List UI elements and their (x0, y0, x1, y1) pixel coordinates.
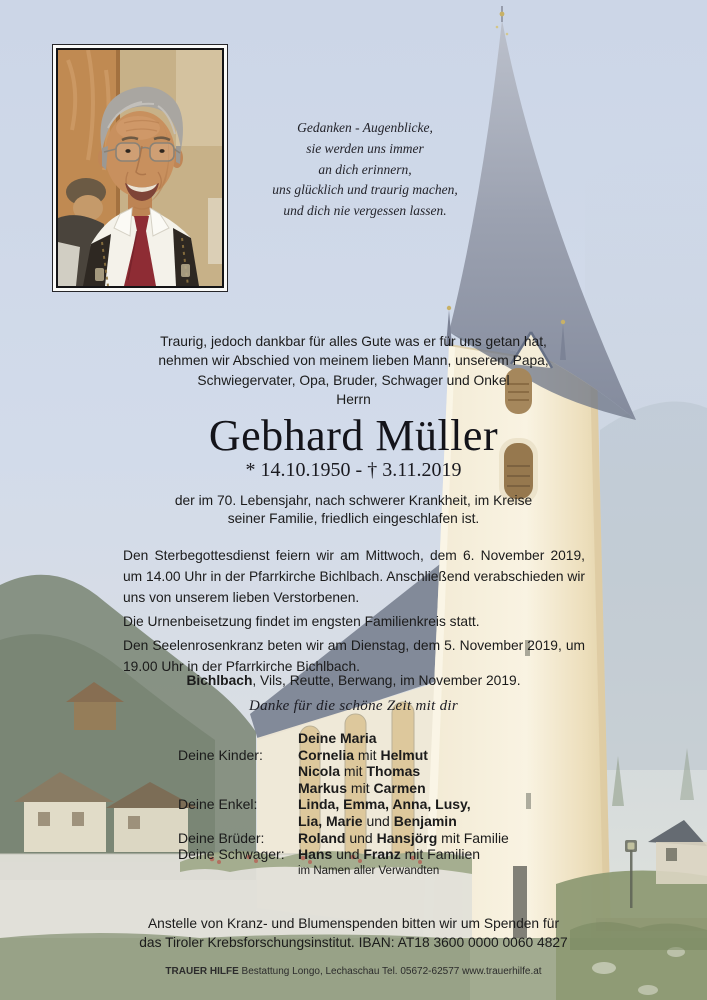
portrait-photo-inner-frame (56, 48, 224, 288)
mourners-names: Markus mit Carmen (298, 779, 426, 796)
announcement-line: Schwiegervater, Opa, Bruder, Schwager und Onkel (197, 372, 510, 388)
poem-line: Gedanken - Augenblicke, (297, 120, 433, 135)
thanks-line: Danke für die schöne Zeit mit dir (248, 698, 459, 714)
memorial-poem (204, 118, 526, 222)
portrait-man-illustration (58, 50, 222, 286)
announcement-line: Traurig, jedoch dankbar für alles Gute was er für uns getan hat, (160, 334, 547, 349)
mourners-label (178, 863, 298, 878)
announcement-line: nehmen wir Abschied von meinem lieben Mann, unserem Papa, (158, 353, 549, 369)
poem-line: uns glücklich und traurig machen, (272, 182, 458, 198)
mourners-names: Lia, Marie und Benjamin (298, 812, 457, 829)
service-paragraph: Den Seelenrosenkranz beten wir am Dienstag, dem 5. November 2019, um 19.00 Uhr in der Pfarrkirche Bichlbach. (123, 638, 585, 674)
funeral-home-line: TRAUER HILFE Bestattung Longo, Lechaschau Tel. 05672-62577 www.trauerhilfe.at (165, 966, 542, 977)
service-paragraph: Die Urnenbeisetzung findet im engsten Familienkreis statt. (123, 614, 480, 629)
deceased-name: Gebhard Müller (208, 411, 499, 460)
mourners-names: Cornelia mit Helmut (298, 746, 428, 763)
salutation: Herrn (336, 392, 371, 407)
portrait-photo (52, 44, 228, 292)
mourners-names: Linda, Emma, Anna, Lusy, (298, 796, 471, 813)
mourners-list (178, 730, 509, 878)
service-details (123, 545, 585, 680)
mourners-names: Nicola mit Thomas (298, 763, 421, 780)
passing-line: der im 70. Lebensjahr, nach schwerer Krankheit, im Kreise (174, 493, 533, 508)
mourners-label: Deine Kinder: (178, 746, 263, 763)
poem-line: und dich nie vergessen lassen. (283, 203, 447, 219)
place-date-line: Bichlbach, Vils, Reutte, Berwang, im November 2019. (186, 673, 521, 688)
poem-line: sie werden uns immer (306, 140, 424, 156)
mourners-label: Deine Brüder: (178, 829, 265, 846)
poem-line: an dich erinnern, (318, 161, 412, 177)
passing-text (0, 492, 707, 527)
passing-line: seiner Familie, friedlich eingeschlafen ist. (227, 510, 480, 526)
mourners-label: Deine Schwager: (178, 846, 285, 863)
donation-line: das Tiroler Krebsforschungsinstitut. IBAN: AT18 3600 0000 0060 4827 (139, 935, 568, 951)
mourners-closing: im Namen aller Verwandten (298, 864, 440, 877)
announcement-text (85, 332, 622, 390)
service-paragraph: Den Sterbegottesdienst feiern wir am Mittwoch, dem 6. November 2019, um 14.00 Uhr in der Pfarrkirche Bichlbach. Anschließend verabschieden wir uns von unserem lieben Verstorbenen. (123, 548, 585, 605)
mourners-label (178, 763, 298, 780)
mourners-names: Roland und Hansjörg mit Familie (298, 829, 509, 846)
donation-note (0, 914, 707, 953)
birth-death-dates: * 14.10.1950 - † 3.11.2019 (245, 459, 462, 481)
mourners-names: Hans und Franz mit Familien (298, 846, 481, 863)
donation-line: Anstelle von Kranz- und Blumenspenden bitten wir um Spenden für (147, 916, 560, 931)
mourners-label (178, 730, 298, 747)
mourners-label: Deine Enkel: (178, 796, 258, 813)
mourners-label (178, 813, 298, 830)
mourners-names: Deine Maria (298, 730, 377, 746)
mourners-label (178, 780, 298, 797)
